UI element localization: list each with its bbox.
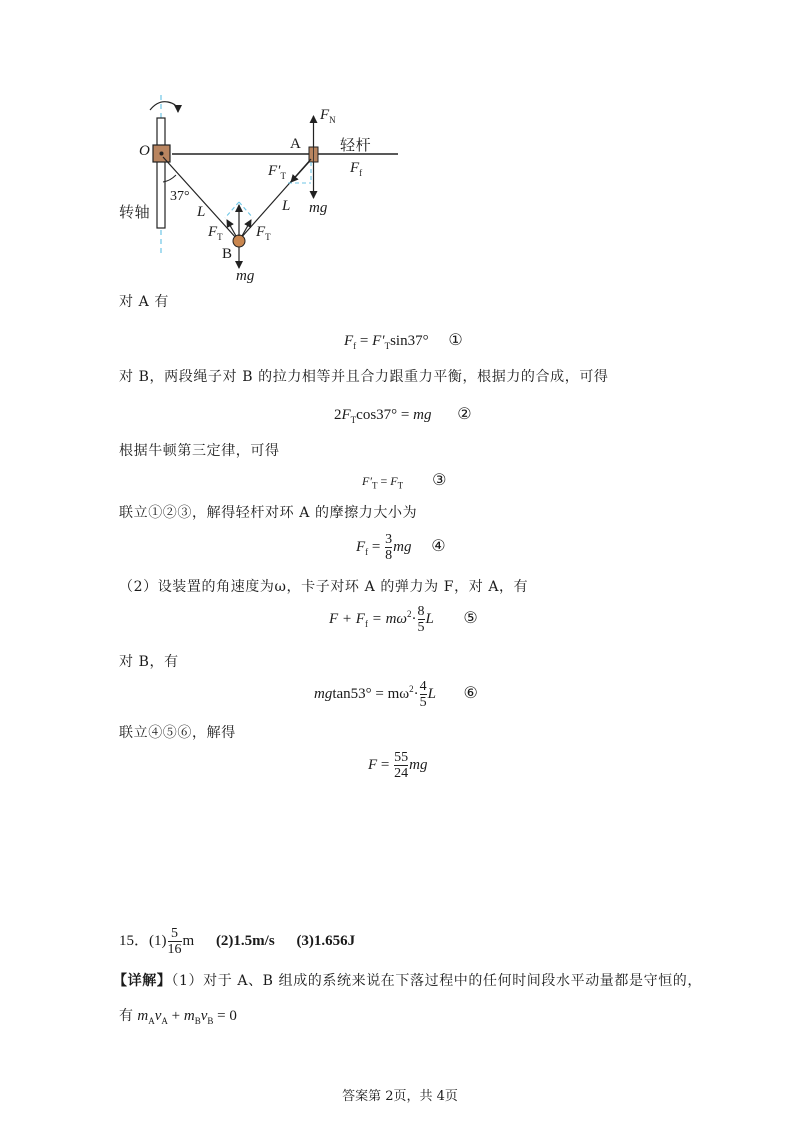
label-B: B [222, 246, 233, 262]
label-FT-left: $F_T$ [208, 224, 223, 242]
FT-prime-arrow [291, 162, 309, 182]
q15-equation: 有 $m_Av_A + m_Bv_B = 0$ [119, 1008, 237, 1026]
label-mg-A: mg [309, 200, 328, 216]
label-Ff: $F_f$ [350, 160, 363, 178]
tag-3: ③ [432, 472, 447, 489]
text-for-A: 对 A 有 [119, 294, 170, 310]
q15-answers: 15．(1) $\frac{5}{16}$ m (2)1.5m/s (3)1.656J [119, 926, 356, 957]
label-light-rod: 轻杆 [340, 136, 372, 154]
tag-1: ① [448, 332, 463, 349]
label-shaft: 转轴 [119, 203, 151, 221]
q15-detail: 【详解】（1）对于 A、B 组成的系统来说在下落过程中的任何时间段水平动量都是守恒的， [113, 973, 703, 989]
tag-2: ② [457, 406, 472, 423]
text-part2: （2）设装置的角速度为ω，卡子对环 A 的弹力为 F，对 A，有 [119, 579, 529, 595]
label-L-right: L [282, 198, 291, 214]
label-FN: $F_N$ [320, 107, 336, 125]
label-FT-prime: $F'_T$ [268, 163, 286, 181]
equation-1: $F_f = F'_T\sin 37^\circ$ ① [344, 332, 463, 351]
label-L-left: L [197, 204, 206, 220]
equation-3: $F'_T = F_T$ ③ [362, 472, 447, 491]
text-for-B-1: 对 B，两段绳子对 B 的拉力相等并且合力跟重力平衡，根据力的合成，可得 [119, 369, 609, 385]
text-combine-123: 联立①②③，解得轻杆对环 A 的摩擦力大小为 [119, 505, 418, 521]
tag-6: ⑥ [463, 684, 478, 702]
equation-5: $F + F_f = m\omega^2\cdot$ $\frac{8}{5}$ L ⑤ [329, 604, 478, 635]
shaft-bar [157, 118, 165, 228]
label-A: A [290, 136, 301, 152]
text-for-B-2: 对 B，有 [119, 654, 179, 670]
equation-4: $F_f$ = $\frac{3}{8}$ mg ④ [356, 532, 446, 563]
physics-diagram [0, 0, 800, 300]
label-mg-B: mg [236, 268, 255, 284]
label-O: O [139, 143, 150, 159]
equation-7: F = $\frac{55}{24}$ mg [368, 750, 428, 781]
text-newton3: 根据牛顿第三定律，可得 [119, 443, 280, 459]
rotation-arrow-icon [150, 102, 178, 112]
tag-5: ⑤ [463, 609, 478, 627]
label-FT-right: $F_T$ [256, 224, 271, 242]
page-footer: 答案第 2页，共 4页 [342, 1089, 458, 1104]
tag-4: ④ [431, 537, 446, 555]
equation-2: $2F_T\cos 37^\circ$ = mg ② [334, 406, 472, 425]
equation-6: $mgtan53^\circ = m\omega^2\cdot$ $\frac{4}{5}$ L ⑥ [314, 679, 478, 710]
text-combine-456: 联立④⑤⑥，解得 [119, 725, 236, 741]
label-angle: 37° [170, 189, 190, 204]
ball-B [233, 235, 245, 247]
